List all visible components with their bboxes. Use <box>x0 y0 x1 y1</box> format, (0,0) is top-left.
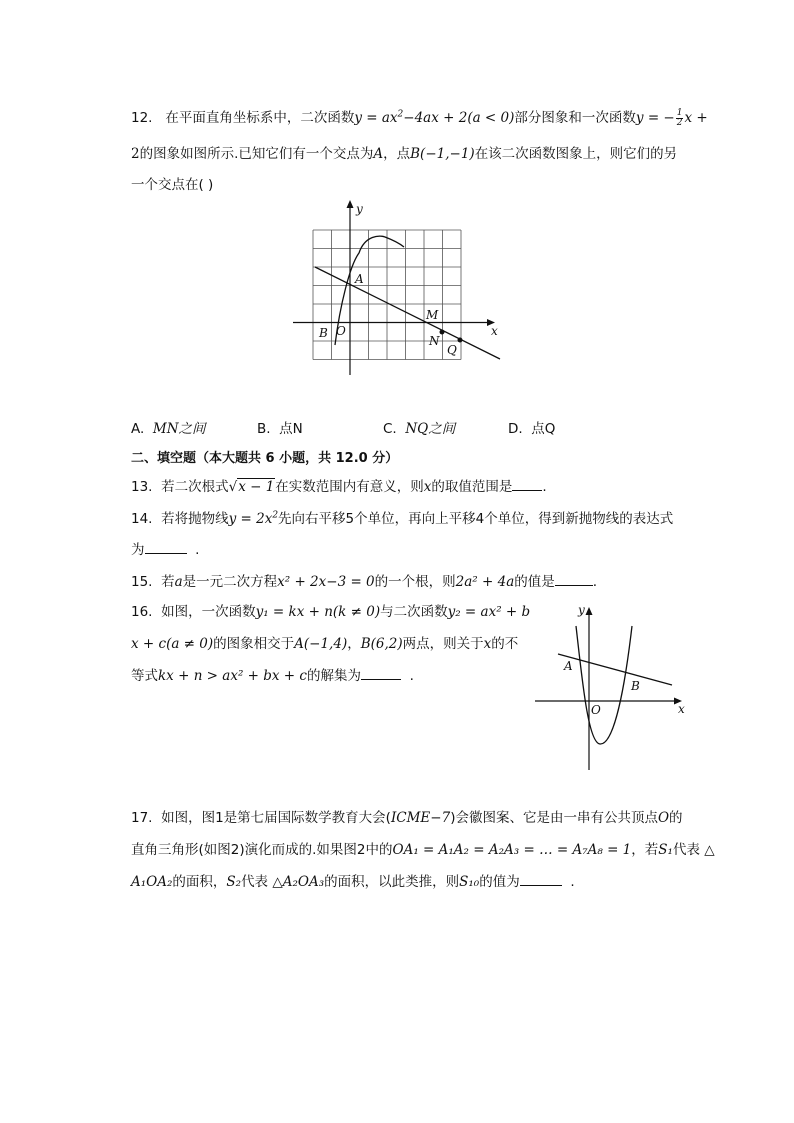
label-M: M <box>426 308 439 322</box>
q16-line2: x + c(a ≠ 0)的图象相交于A(−1,4)，B(6,2)两点，则关于x的不 <box>131 636 519 652</box>
q16-answer-blank[interactable] <box>361 667 401 680</box>
option-c-text: NQ之间 <box>405 421 456 437</box>
q16-figure <box>530 598 695 773</box>
q15-expression: 2a² + 4a <box>455 574 515 590</box>
q16-line1: 16. 如图，一次函数y₁ = kx + n(k ≠ 0)与二次函数y₂ = ax² + b <box>131 604 531 620</box>
q15-answer-blank[interactable] <box>555 573 593 586</box>
q16-linear: y₁ = kx + n(k ≠ 0) <box>255 604 381 620</box>
label-A: A <box>355 272 364 286</box>
q14-parabola: $y = 2x^2$ <box>228 510 279 527</box>
label-y: y <box>356 202 363 216</box>
q17-answer-blank[interactable] <box>520 873 562 886</box>
q16-line3: 等式kx + n > ax² + bx + c的解集为 . <box>131 668 414 684</box>
q16-inequality: kx + n > ax² + bx + c <box>158 668 307 684</box>
label-A: A <box>564 659 573 673</box>
linear-function <box>315 267 500 359</box>
option-b-text: 点N <box>279 421 303 437</box>
q14-line2: 为 . <box>131 542 200 558</box>
option-a-text: MN之间 <box>152 421 206 437</box>
q17-line1: 17. 如图，图1是第七届国际数学教育大会(ICME−7)会徽图案、它是由一串有公共顶点O的 <box>131 810 683 826</box>
label-x: x <box>491 324 498 338</box>
label-O: O <box>591 703 601 717</box>
q12-quadratic: $y = ax^2-4ax + 2(a < 0)$ <box>354 109 515 126</box>
q16-quadratic: y₂ = ax² + b <box>447 604 531 620</box>
q14-line1: 14. 若将抛物线$y = 2x^2$先向右平移5个单位，再向上平移4个单位，得到新抛物线的表达式 <box>131 510 674 527</box>
q15: 15. 若a是一元二次方程x² + 2x−3 = 0的一个根，则2a² + 4a的值是 . <box>131 574 598 590</box>
y-arrow <box>347 200 354 208</box>
q17-line2: 直角三角形(如图2)演化而成的.如果图2中的OA₁ = A₁A₂ = A₂A₃ = … = A₇A₈ = 1，若S₁代表 △ <box>131 842 715 858</box>
option-d-text: 点Q <box>531 421 556 437</box>
q12-line3: 一个交点在( ) <box>131 177 214 193</box>
point-Q <box>458 338 463 343</box>
q12-number: 12. <box>131 110 153 126</box>
q12-line1: 12. 在平面直角坐标系中，二次函数$y = ax^2-4ax + 2(a < 0)$部分图象和一次函数y = − $\frac{1}{2}$ x + <box>131 108 708 128</box>
label-B: B <box>319 326 328 340</box>
q12-linear: y = − $\frac{1}{2}$ x + <box>635 108 708 128</box>
q12-text: 在平面直角坐标系中，二次函数 <box>165 110 355 126</box>
q12-option-d[interactable]: D. 点Q <box>508 421 556 437</box>
q17-line3: A₁OA₂的面积，S₂代表 △A₂OA₃的面积，以此类推，则S₁₀的值为 . <box>131 874 575 890</box>
q13-radicand: x − 1 <box>238 479 275 495</box>
axes <box>535 613 678 770</box>
axes <box>293 205 490 375</box>
label-B: B <box>631 679 640 693</box>
section-heading: 二、填空题（本大题共 6 小题，共 12.0 分） <box>131 451 399 466</box>
q13: 13. 若二次根式√x − 1在实数范围内有意义，则x的取值范围是 . <box>131 479 547 495</box>
linear-function <box>558 654 672 685</box>
q12-option-c[interactable]: C. NQ之间 <box>383 421 456 437</box>
label-y: y <box>578 603 585 617</box>
parabola <box>576 626 632 744</box>
label-x: x <box>678 702 685 716</box>
q14-answer-blank[interactable] <box>145 541 187 554</box>
q15-equation: x² + 2x−3 = 0 <box>277 574 375 590</box>
label-N: N <box>429 334 440 348</box>
q12-option-a[interactable]: A. MN之间 <box>131 421 206 437</box>
q12-figure <box>285 195 510 380</box>
q17-equation: OA₁ = A₁A₂ = A₂A₃ = … = A₇A₈ = 1 <box>392 842 632 858</box>
label-Q: Q <box>447 343 457 357</box>
q13-answer-blank[interactable] <box>512 478 542 491</box>
q12-option-b[interactable]: B. 点N <box>257 421 303 437</box>
point-N <box>440 330 445 335</box>
q12-line2: 2的图象如图所示.已知它们有一个交点为A，点B(−1,−1)在该二次函数图象上，则它们的另 <box>131 146 678 162</box>
y-arrow <box>586 607 593 615</box>
label-O: O <box>336 324 346 338</box>
